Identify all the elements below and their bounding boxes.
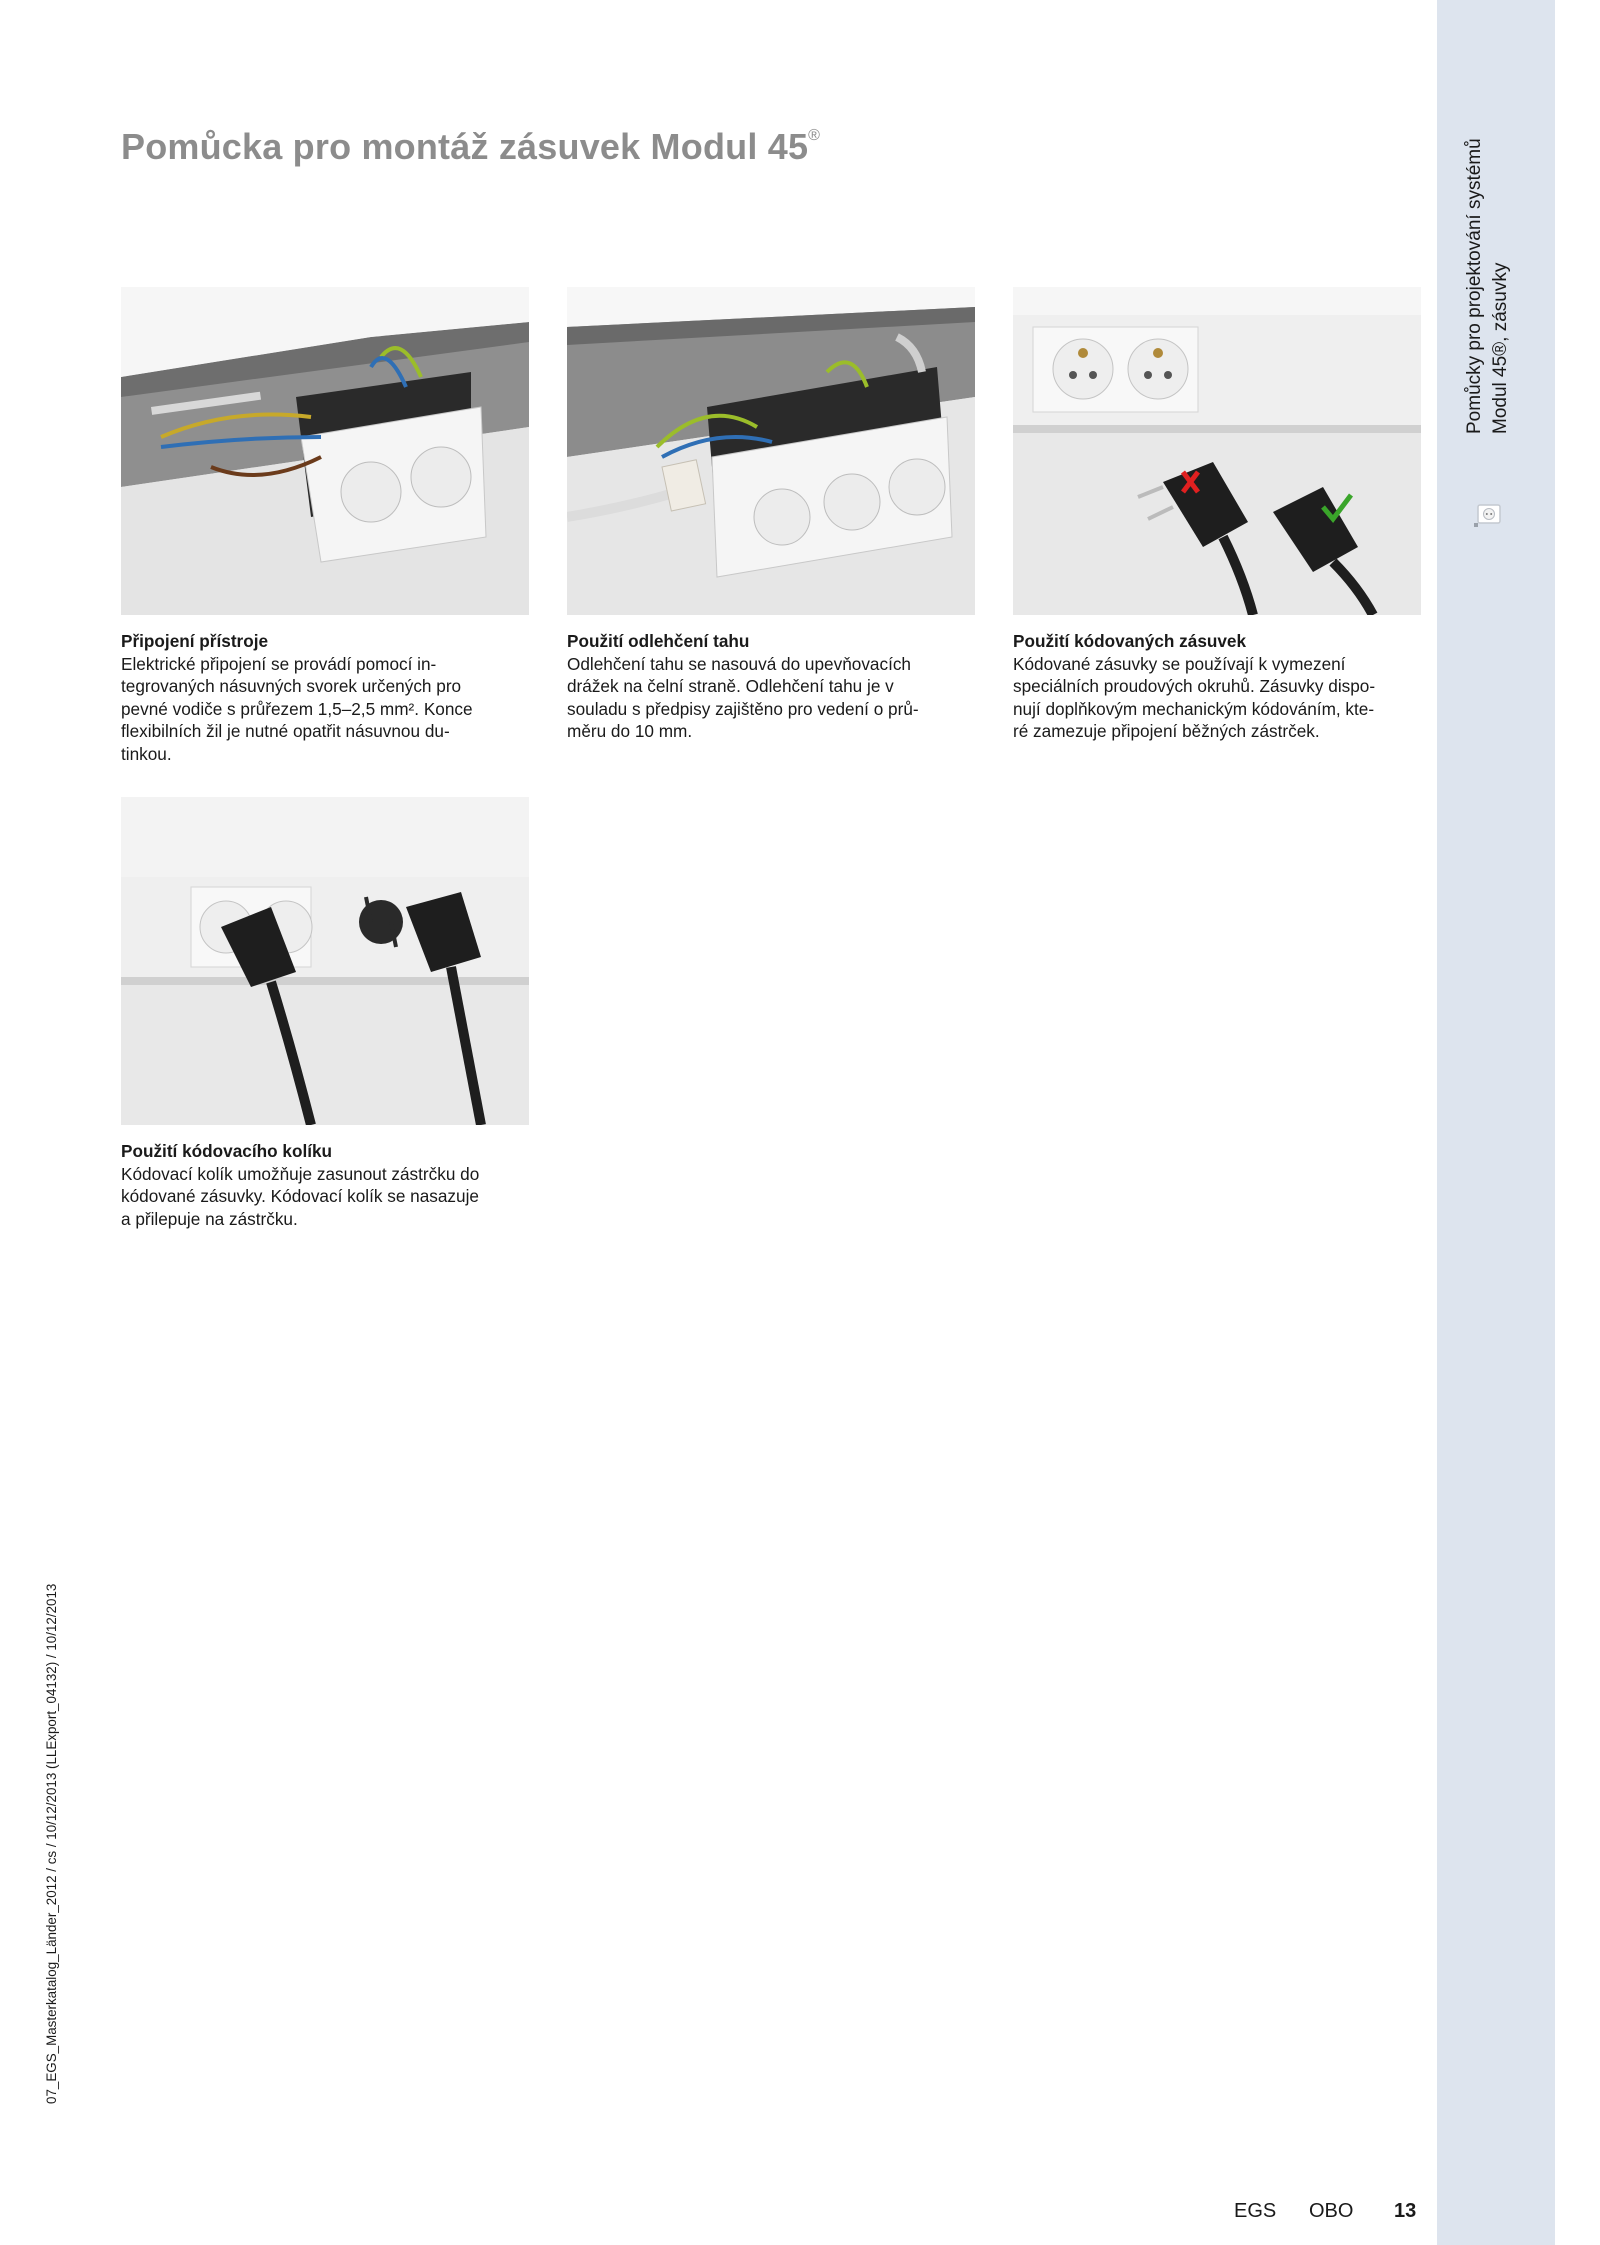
footer-brand-obo: OBO	[1309, 2200, 1354, 2222]
caption-coding-pin	[121, 1140, 531, 1230]
caption-body: Kódované zásuvky se používají k vymezení speciálních proudových okruhů. Zásuvky dispo- nují doplňkovým mechanickým kódováním, kte- ré zamezuje připojení běžných zástrček.	[1013, 653, 1376, 742]
sidebar-section-title	[1462, 138, 1514, 434]
device-connection-photo	[121, 287, 529, 615]
socket-module-icon	[1472, 497, 1506, 531]
sidebar-line-2: Modul 45®, zásuvky	[1490, 262, 1511, 434]
caption-title: Použití odlehčení tahu	[567, 631, 750, 651]
page-title: Pomůcka pro montáž zásuvek Modul 45®	[121, 126, 821, 167]
caption-body: Odlehčení tahu se nasouvá do upevňovacích drážek na čelní straně. Odlehčení tahu je v souladu s předpisy zajištěno pro vedení o prů- měru do 10 mm.	[567, 653, 919, 742]
caption-title: Připojení přístroje	[121, 631, 269, 651]
coded-sockets-photo	[1013, 287, 1421, 615]
caption-strain-relief	[567, 630, 977, 743]
registered-mark: ®	[808, 127, 821, 144]
caption-title: Použití kódovacího kolíku	[121, 1141, 333, 1161]
caption-title: Použití kódovaných zásuvek	[1013, 631, 1247, 651]
footer-brand-egs: EGS	[1234, 2200, 1277, 2222]
sidebar-line-1: Pomůcky pro projektování systémů	[1464, 138, 1485, 434]
strain-relief-photo	[567, 287, 975, 615]
caption-body: Kódovací kolík umožňuje zasunout zástrčku do kódované zásuvky. Kódovací kolík se nasazuje a přilepuje na zástrčku.	[121, 1163, 480, 1229]
caption-body: Elektrické připojení se provádí pomocí in- tegrovaných násuvných svorek určených pro pevné vodiče s průřezem 1,5–2,5 mm². Konce flexibilních žil je nutné opatřit násuvnou du- tinkou.	[121, 653, 473, 764]
coding-pin-photo	[121, 797, 529, 1125]
caption-device-connection	[121, 630, 531, 766]
caption-coded-sockets	[1013, 630, 1423, 743]
print-job-info: 07_EGS_Masterkatalog_Länder_2012 / cs / 10/12/2013 (LLExport_04132) / 10/12/2013	[44, 1583, 59, 2104]
page-number: 13	[1394, 2200, 1417, 2222]
